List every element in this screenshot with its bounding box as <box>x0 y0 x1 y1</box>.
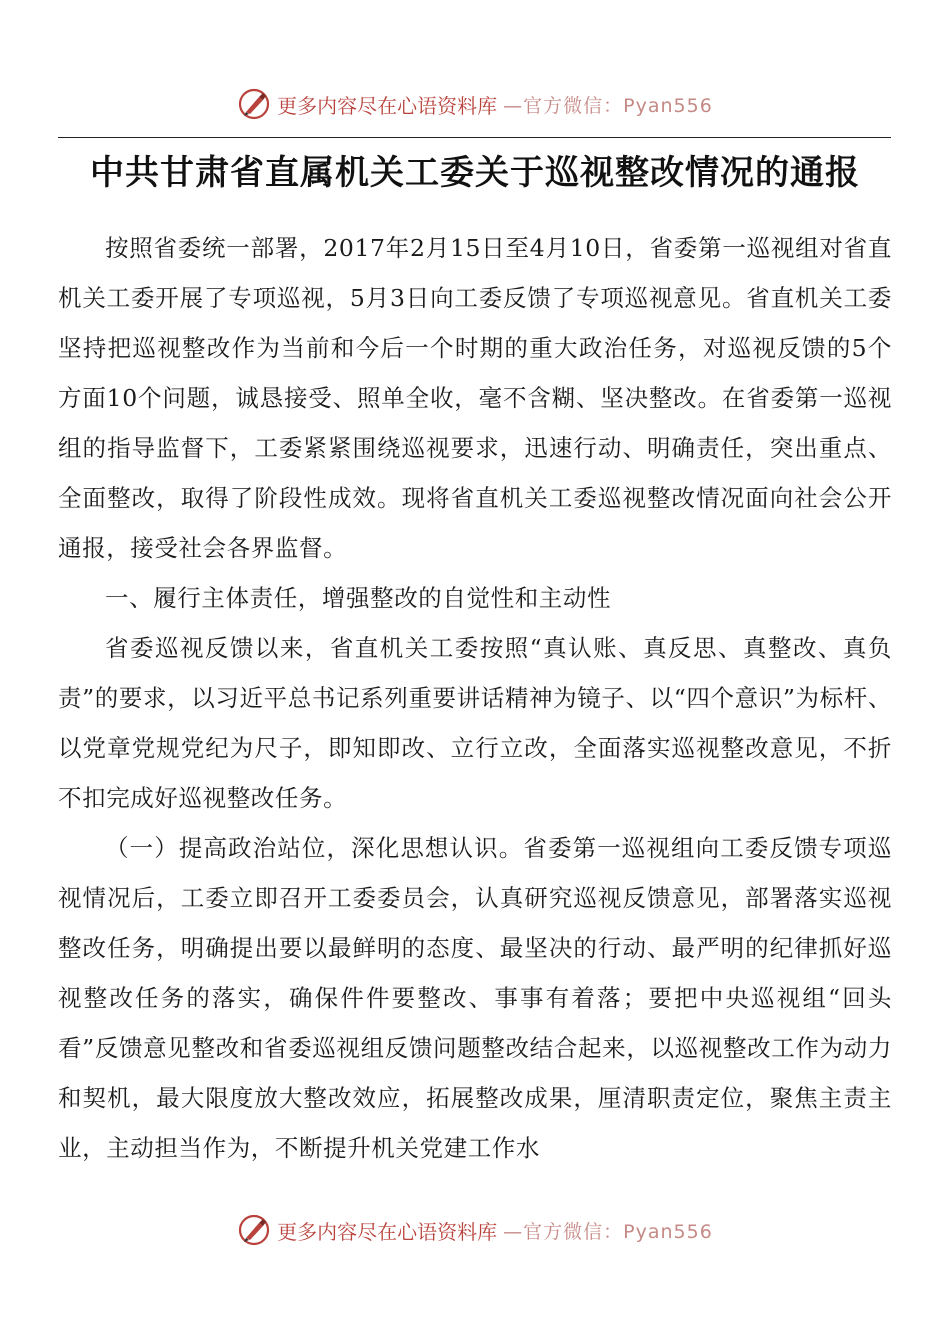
watermark-main-text: 更多内容尽在心语资料库 <box>277 93 498 118</box>
paragraph-intro: 按照省委统一部署，2017年2月15日至4月10日，省委第一巡视组对省直机关工委开展了专项巡视，5月3日向工委反馈了专项巡视意见。省直机关工委坚持把巡视整改作为当前和今后一个时期的重大政治任务，对巡视反馈的5个方面10个问题，诚恳接受、照单全收，毫不含糊、坚决整改。在省委第一巡视组的指导监督下，工委紧紧围绕巡视要求，迅速行动、明确责任，突出重点、全面整改，取得了阶段性成效。现将省直机关工委巡视整改情况面向社会公开通报，接受社会各界监督。 <box>58 234 892 562</box>
pen-logo-icon <box>237 1213 271 1247</box>
document-body <box>58 223 892 1173</box>
watermark-main-text: 更多内容尽在心语资料库 <box>277 1219 498 1244</box>
pen-logo-icon <box>237 87 271 121</box>
paragraph-section-1: 省委巡视反馈以来，省直机关工委按照“真认账、真反思、真整改、真负责”的要求，以习近平总书记系列重要讲话精神为镜子、以“四个意识”为标杆、以党章党规党纪为尺子，即知即改、立行立改，全面落实巡视整改意见，不折不扣完成好巡视整改任务。 <box>58 634 892 812</box>
section-heading-1: 一、履行主体责任，增强整改的自觉性和主动性 <box>105 584 612 612</box>
document-title: 中共甘肃省直属机关工委关于巡视整改情况的通报 <box>90 153 860 193</box>
paragraph-subsection-1: （一）提高政治站位，深化思想认识。省委第一巡视组向工委反馈专项巡视情况后，工委立即召开工委委员会，认真研究巡视反馈意见，部署落实巡视整改任务，明确提出要以最鲜明的态度、最坚决的行动、最严明的纪律抓好巡视整改任务的落实，确保件件要整改、事事有着落；要把中央巡视组“回头看”反馈意见整改和省委巡视组反馈问题整改结合起来，以巡视整改工作为动力和契机，最大限度放大整改效应，拓展整改成果，厘清职责定位，聚焦主责主业，主动担当作为，不断提升机关党建工作水 <box>58 834 892 1162</box>
watermark-footer <box>0 1210 950 1250</box>
watermark-header <box>0 84 950 124</box>
watermark-contact-text: —官方微信：Pyan556 <box>503 94 713 117</box>
watermark-contact-text: —官方微信：Pyan556 <box>503 1220 713 1243</box>
header-divider <box>58 137 891 138</box>
